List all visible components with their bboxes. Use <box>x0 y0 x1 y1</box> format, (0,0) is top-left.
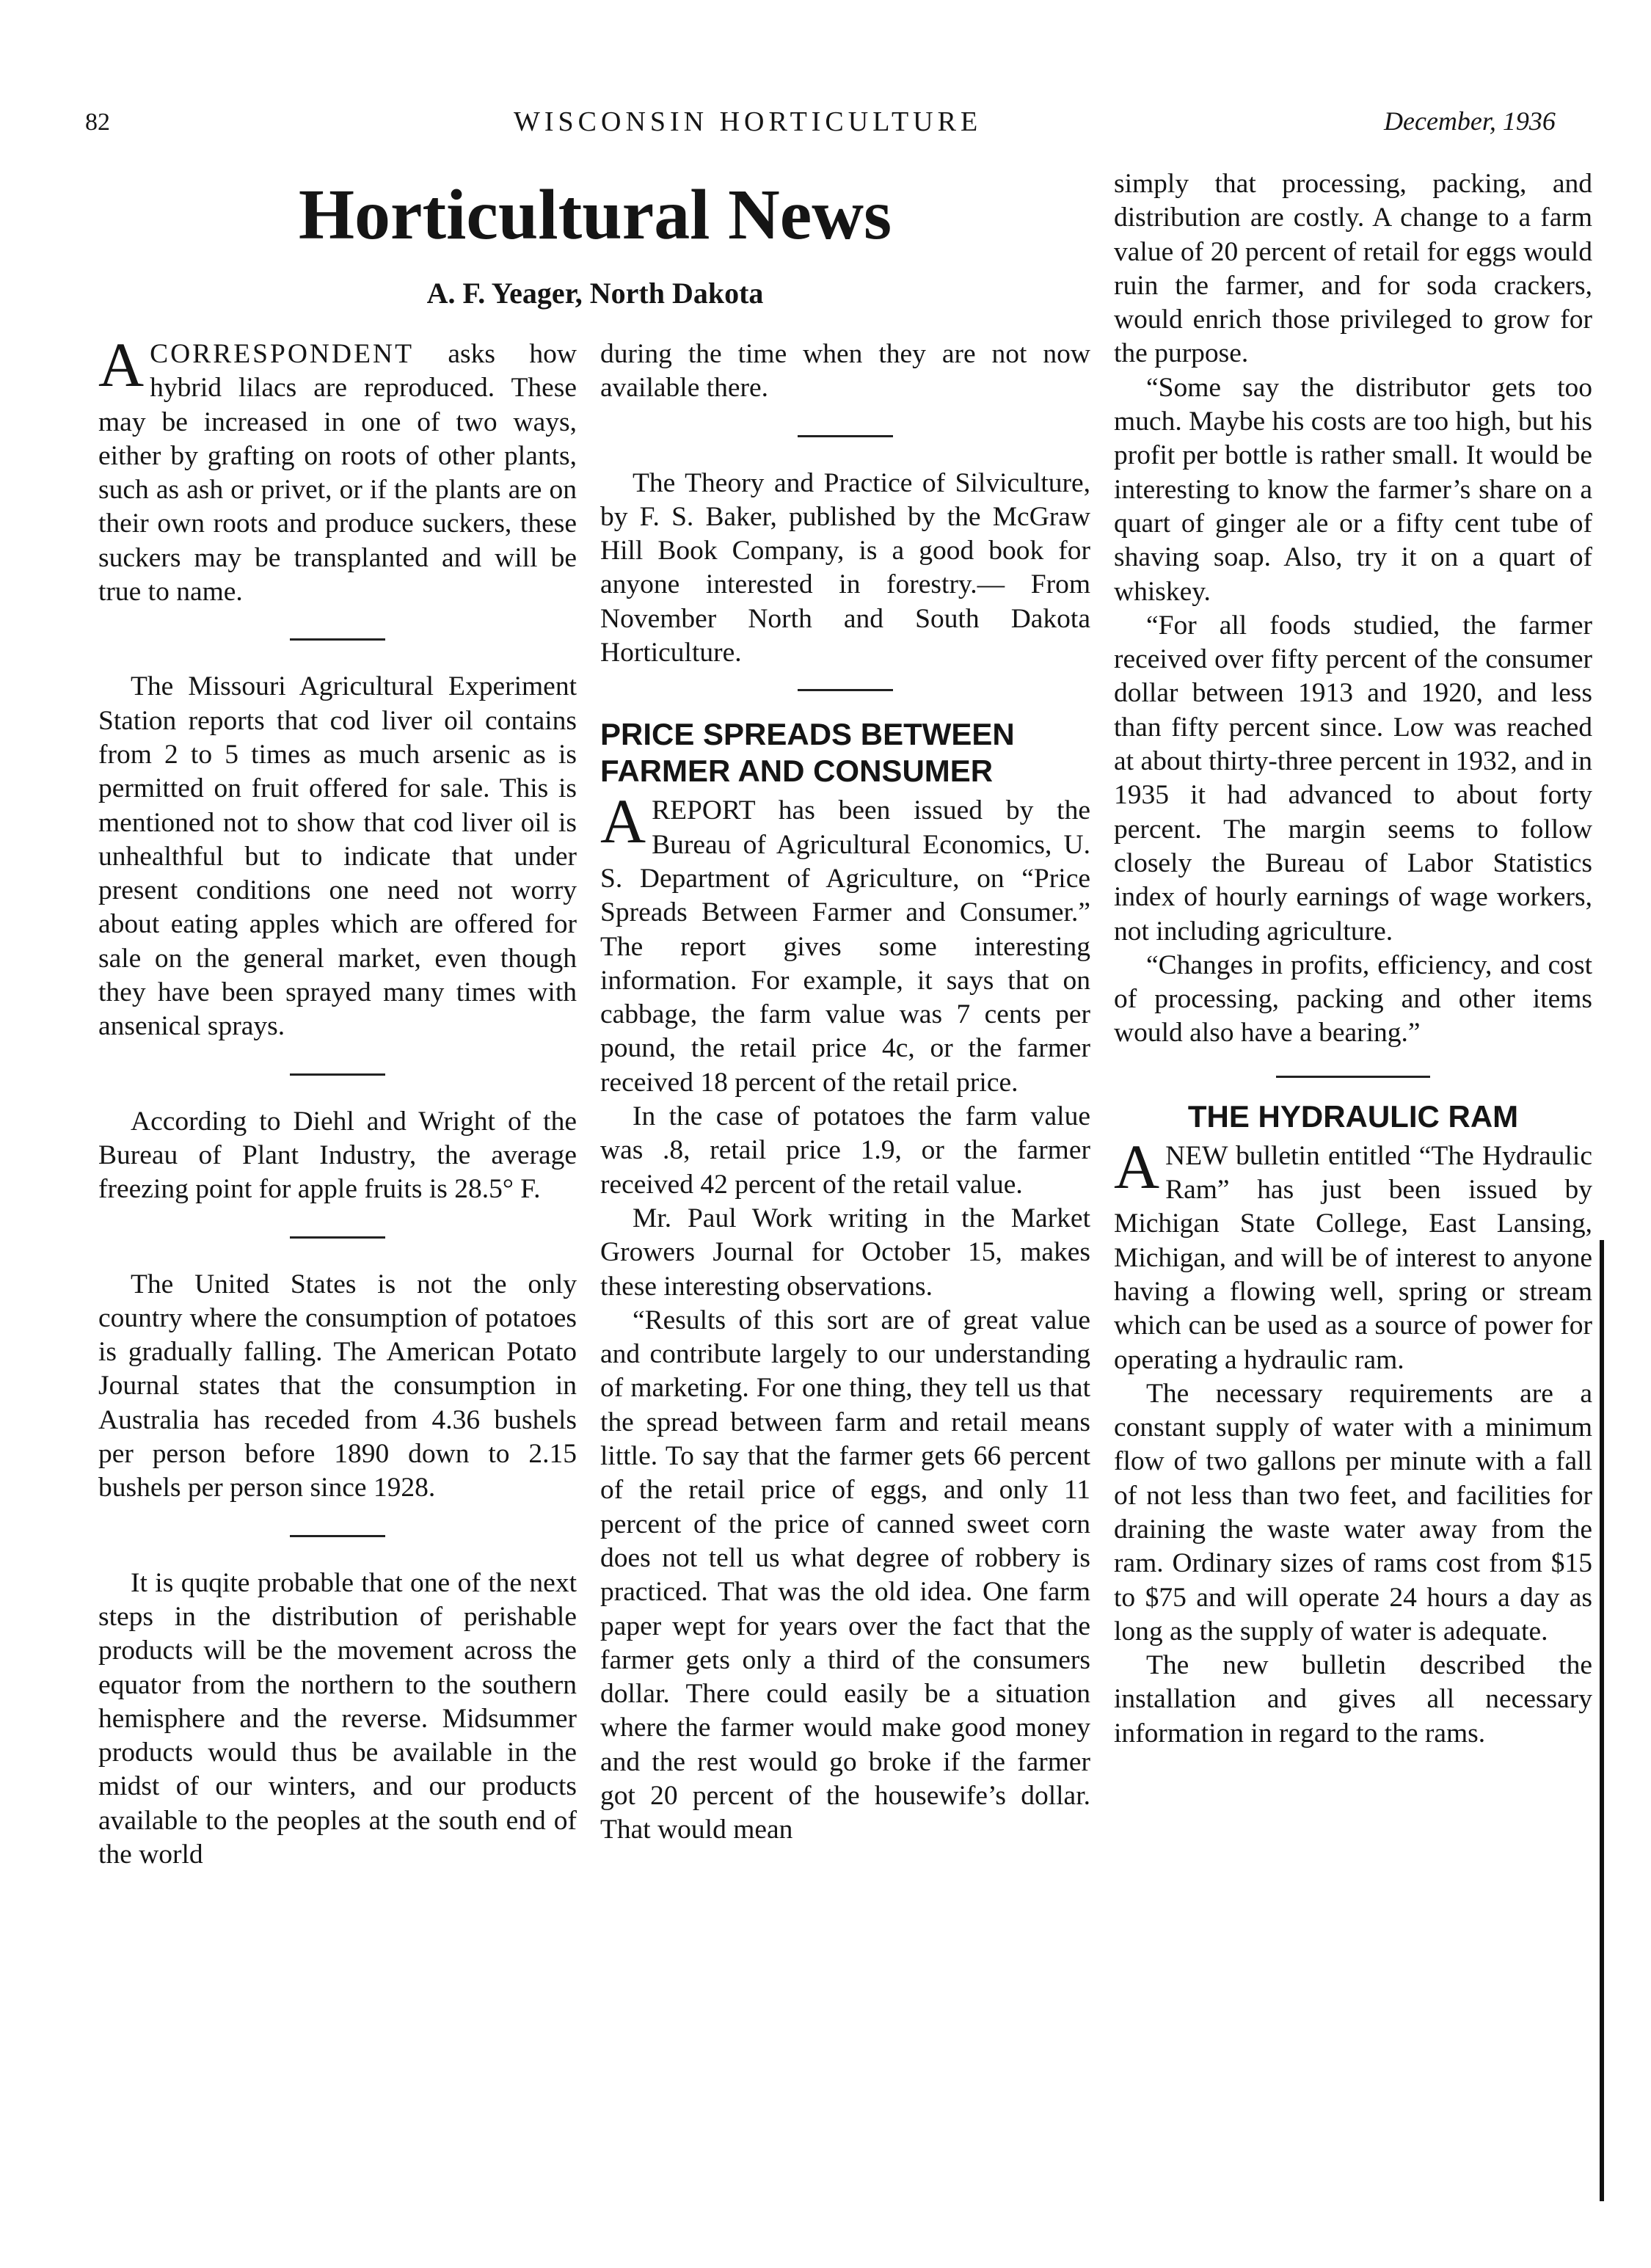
column-2 <box>600 338 1090 1848</box>
bulletin-paragraph: The new bulletin described the installation and gives all necessary information in regard to the rams. <box>1114 1650 1592 1749</box>
issue-date: December, 1936 <box>1384 106 1556 136</box>
continued-paragraph: simply that processing, packing, and distribution are costly. A change to a farm value of 20 percent of retail for eggs would ruin the farmer, and for soda crackers, would enrich those privileged to grow for the purpose. <box>1114 169 1592 369</box>
hydraulic-ram-heading: THE HYDRAULIC RAM <box>1187 1098 1519 1134</box>
page-header <box>0 103 1651 147</box>
section-divider <box>798 435 893 437</box>
running-title: WISCONSIN HORTICULTURE <box>514 106 983 137</box>
section-divider <box>290 1535 385 1537</box>
section-divider <box>290 1236 385 1239</box>
section-divider <box>1276 1076 1430 1078</box>
lead-word: CORRESPONDENT <box>150 339 414 369</box>
column-rule <box>1600 1240 1604 2201</box>
section-divider <box>290 638 385 641</box>
column-1 <box>98 329 577 1872</box>
equator-paragraph: It is quqite probable that one of the next steps in the distribution of perishable products will be the movement across the equator from the northern to the southern hemisphere and the reverse. Midsummer products would thus be available in the midst of our winters, and our products available to the peoples at the south end of the world <box>98 1567 577 1870</box>
foods-paragraph: “For all foods studied, the farmer received over fifty percent of the consumer dollar between 1913 and 1920, and less than fifty percent since. Low was reached at about thirty-three percent in 1932, and in 1935 it had advanced to about forty percent. The margin seems to follow closely the Bureau of Labor Statistics index of hourly earnings of wage workers, not including agriculture. <box>1114 610 1592 947</box>
section-divider <box>798 689 893 691</box>
distributor-paragraph: “Some say the distributor gets too much. Maybe his costs are too high, but his profit per bottle is rather small. It would be interesting to know the farmer’s share on a quart of ginger ale or a fifty cent tube of shaving soap. Also, try it on a quart of whiskey. <box>1114 372 1593 607</box>
article-title: Horticultural News <box>298 175 892 255</box>
silviculture-paragraph: The Theory and Practice of Silviculture, by F. S. Baker, published by the McGraw Hill Book Company, is a good book for anyone interested in forestry.— From November North and South Dakota Horticulture. <box>600 467 1090 668</box>
drop-cap: A <box>98 329 145 400</box>
freezing-paragraph: According to Diehl and Wright of the Bureau of Plant Industry, the average freezing point for apple fruits is 28.5° F. <box>98 1106 577 1205</box>
price-spreads-heading: PRICE SPREADS BETWEEN FARMER AND CONSUMER <box>600 717 1015 789</box>
requirements-paragraph: The necessary requirements are a constant supply of water with a minimum flow of two gallons per minute with a fall of not less than two feet, and facilities for draining the waste water away from the ram. Ordinary sizes of rams cost from $15 to $75 and will operate 24 hours a day as long as the supply of water is adequate. <box>1114 1378 1592 1647</box>
page-number: 82 <box>85 109 110 136</box>
missouri-paragraph: The Missouri Agricultural Experiment Station reports that cod liver oil contains from 2 to 5 times as much arsenic as is permitted on fruit offered for sale. This is mentioned not to show that cod liver oil is unhealthful but to indicate that under present conditions one need not worry about eating apples which are offered for sale on the general market, even though they have been sprayed many times with ansenical sprays. <box>98 671 577 1042</box>
section-divider <box>290 1073 385 1076</box>
changes-paragraph: “Changes in profits, efficiency, and cost of processing, packing and other items would also have a bearing.” <box>1114 949 1592 1049</box>
results-paragraph: “Results of this sort are of great value and contribute largely to our understanding of marketing. For one thing, they tell us that the spread between farm and retail means little. To say that the farmer gets 66 percent of the retail price of eggs, and only 11 percent of the price of canned sweet corn does not tell us what degree of robbery is practiced. That was the old idea. One farm paper wept for years over the fact that the farmer gets only a third of the consumers dollar. There could easily be a situation where the farmer would make good money and the rest would go broke if the farmer got 20 percent of the housewife’s dollar. That would mean <box>600 1305 1090 1845</box>
byline: A. F. Yeager, North Dakota <box>426 276 764 310</box>
continued-paragraph: during the time when they are not now available there. <box>600 339 1090 404</box>
ram-paragraph: ANEW bulletin entitled “The Hydraulic Ram” has just been issued by Michigan State College, East Lansing, Michigan, and will be of interest to anyone having a flowing well, spring or stream which can be used as a source of power for operating a hydraulic ram. <box>1114 1131 1592 1375</box>
drop-cap: A <box>1114 1131 1160 1202</box>
article-title-block <box>85 176 1105 310</box>
paul-work-paragraph: Mr. Paul Work writing in the Market Growers Journal for October 15, makes these interesting observations. <box>600 1203 1090 1302</box>
potatoes-case-paragraph: In the case of potatoes the farm value was .8, retail price 1.9, or the farmer received 42 percent of the retail value. <box>600 1101 1090 1200</box>
report-paragraph: AREPORT has been issued by the Bureau of Agricultural Economics, U. S. Department of Agriculture, on “Price Spreads Between Farmer and Consumer.” The report gives some interesting information. For example, it says that on cabbage, the farm value was 7 cents per pound, the retail price 4c, or the farmer received 18 percent of the retail price. <box>600 786 1090 1098</box>
column-3 <box>1114 167 1592 1751</box>
drop-cap: A <box>600 786 646 857</box>
lilacs-paragraph: ACORRESPONDENT asks how hybrid lilacs are reproduced. These may be increased in one of two ways, either by grafting on roots of other plants, such as ash or privet, or if the plants are on their own roots and produce suckers, these suckers may be transplanted and will be true to name. <box>98 329 577 608</box>
potatoes-paragraph: The United States is not the only country where the consumption of potatoes is gradually falling. The American Potato Journal states that the consumption in Australia has receded from 4.36 bushels per person before 1890 down to 2.15 bushels per person since 1928. <box>98 1269 577 1503</box>
